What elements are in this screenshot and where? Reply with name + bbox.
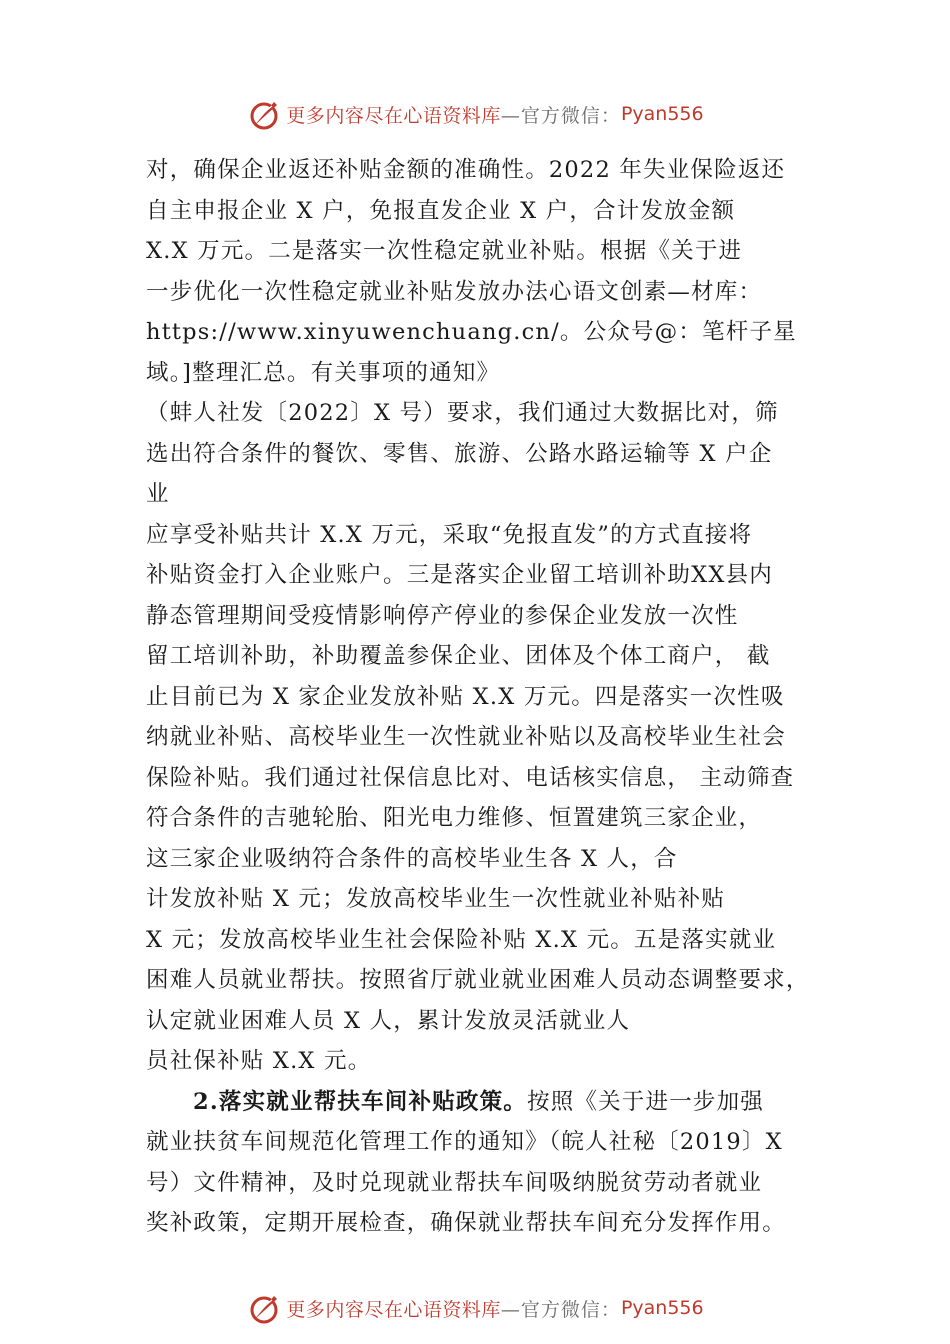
text-line: 自主申报企业 X 户，免报直发企业 X 户，合计发放金额 (146, 197, 736, 224)
watermark-banner-bottom (0, 1288, 950, 1328)
text-line: 计发放补贴 X 元；发放高校毕业生一次性就业补贴补贴 (146, 886, 726, 912)
text-line: 这三家企业吸纳符合条件的高校毕业生各 X 人，合 (146, 845, 678, 872)
text-line: 对，确保企业返还补贴金额的准确性。2022 年失业保险返还 (146, 157, 786, 183)
text-line: X.X 万元。二是落实一次性稳定就业补贴。根据《关于进 (146, 238, 743, 264)
text-line: 止目前已为 X 家企业发放补贴 X.X 万元。四是落实一次性吸 (146, 683, 785, 710)
text-line: 一步优化一次性稳定就业补贴发放办法心语文创素—材库： (146, 278, 763, 305)
text-line: 号）文件精神，及时兑现就业帮扶车间吸纳脱贫劳动者就业 (146, 1169, 763, 1196)
watermark-text-wechat-id: Pyan556 (620, 103, 704, 125)
document-body (146, 150, 826, 1244)
text-line: 员社保补贴 X.X 元。 (146, 1048, 372, 1074)
text-line: （蚌人社发〔2022〕X 号）要求，我们通过大数据比对，筛 (146, 400, 779, 426)
text-line: 业 (146, 481, 170, 507)
text-line: 符合条件的吉驰轮胎、阳光电力维修、恒置建筑三家企业， (146, 805, 763, 831)
text-line: 保险补贴。我们通过社保信息比对、电话核实信息， 主动筛查 (146, 764, 795, 791)
watermark-text-wechat-id: Pyan556 (620, 1297, 704, 1319)
watermark-text-wechat-label: —官方微信： (500, 104, 621, 127)
watermark-text-library: 更多内容尽在心语资料库 (286, 104, 501, 127)
quill-logo-icon (246, 96, 282, 132)
watermark-text-library: 更多内容尽在心语资料库 (286, 1298, 501, 1321)
section-heading-line: 2.落实就业帮扶车间补贴政策。按照《关于进一步加强 (193, 1088, 765, 1115)
text-line: 困难人员就业帮扶。按照省厅就业就业困难人员动态调整要求， (146, 967, 810, 993)
text-line: https://www.xinyuwenchuang.cn/。公众号@：笔杆子星 (146, 319, 797, 345)
watermark-text-wechat-label: —官方微信： (500, 1298, 621, 1321)
text-line: 补贴资金打入企业账户。三是落实企业留工培训补助XX县内 (146, 562, 773, 588)
text-line: 就业扶贫车间规范化管理工作的通知》（皖人社秘〔2019〕X (146, 1129, 783, 1155)
watermark-banner-top (0, 94, 950, 134)
quill-logo-icon (246, 1290, 282, 1326)
text-line: 静态管理期间受疫情影响停产停业的参保企业发放一次性 (146, 602, 739, 629)
text-line: 纳就业补贴、高校毕业生一次性就业补贴以及高校毕业生社会 (146, 724, 786, 750)
text-line: 奖补政策，定期开展检查，确保就业帮扶车间充分发挥作用。 (146, 1210, 786, 1236)
text-line: 域。]整理汇总。有关事项的通知》 (146, 359, 501, 386)
text-line: 应享受补贴共计 X.X 万元，采取“免报直发”的方式直接将 (146, 521, 753, 548)
text-line: X 元；发放高校毕业生社会保险补贴 X.X 元。五是落实就业 (146, 926, 777, 953)
text-line: 留工培训补助，补助覆盖参保企业、团体及个体工商户， 截 (146, 643, 771, 669)
text-line: 选出符合条件的餐饮、零售、旅游、公路水路运输等 X 户企 (146, 440, 773, 467)
text-line: 认定就业困难人员 X 人，累计发放灵活就业人 (146, 1007, 631, 1034)
section-heading: 2.落实就业帮扶车间补贴政策。 (193, 1088, 527, 1115)
